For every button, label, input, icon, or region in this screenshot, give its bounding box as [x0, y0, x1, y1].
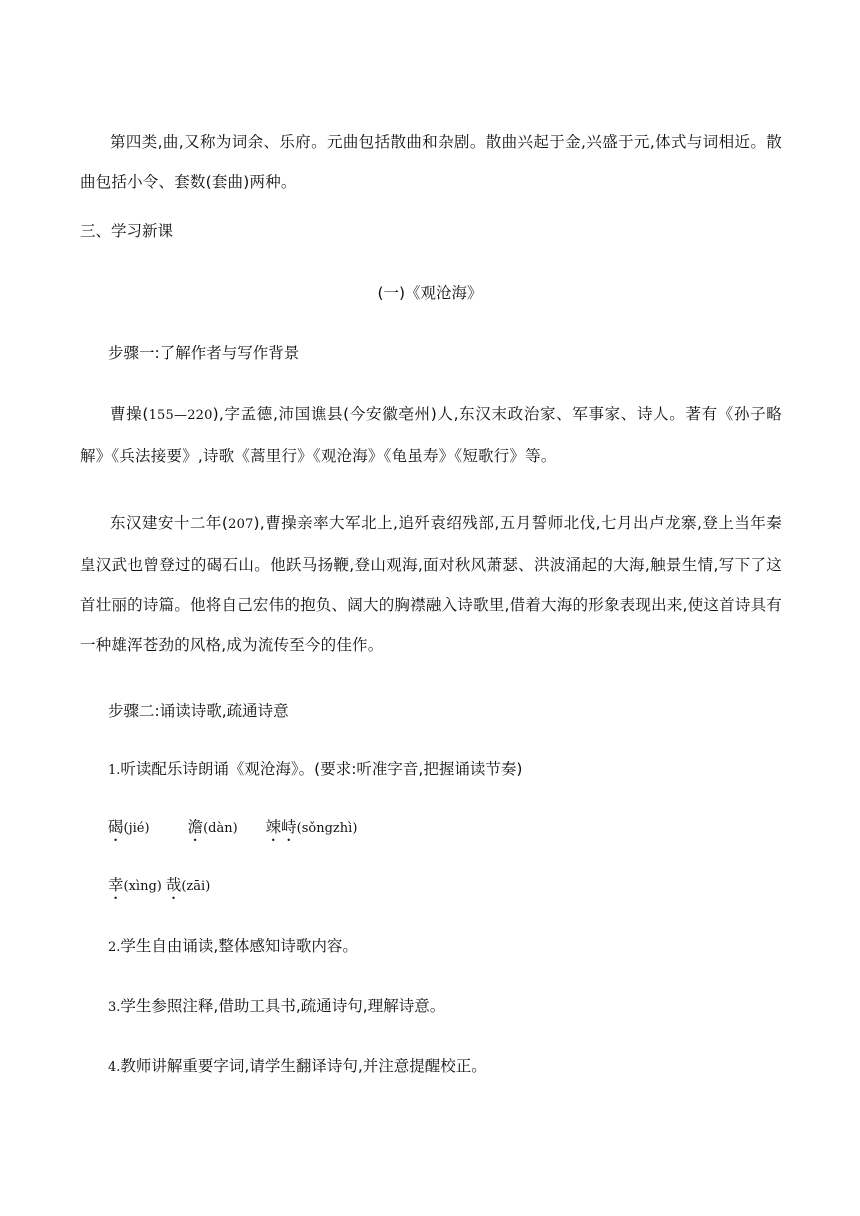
pinyin: (jié): [123, 821, 150, 836]
dotted-character: 竦峙: [265, 818, 297, 836]
item-text: 学生参照注释,借助工具书,疏通诗句,理解诗意。: [120, 997, 446, 1015]
item-number: 1.: [108, 763, 121, 778]
dotted-character: 澹: [187, 818, 204, 836]
paragraph-qu: 第四类,曲,又称为词余、乐府。元曲包括散曲和杂剧。散曲兴起于金,兴盛于元,体式与词相近。散曲包括小令、套数(套曲)两种。: [80, 133, 782, 191]
item-text: 听读配乐诗朗诵《观沧海》。(要求:听准字音,把握诵读节奏): [120, 760, 523, 778]
lesson-title: (一)《观沧海》: [377, 284, 483, 302]
pronunciation-row-2: [108, 869, 808, 903]
background-year: 207: [228, 517, 254, 532]
item-text: 教师讲解重要字词,请学生翻译诗句,并注意提醒校正。: [120, 1057, 487, 1075]
background-text-1: 东汉建安十二年(: [110, 514, 229, 532]
pinyin: (zāi): [181, 879, 211, 894]
author-years: 155—220: [148, 408, 213, 423]
list-item: [108, 930, 808, 964]
list-item: [108, 1050, 808, 1084]
background-text-2: ),曹操亲率大军北上,追歼袁绍残部,五月誓师北伐,七月出卢龙寨,登上当年秦皇汉武也曾登过的碣石山。他跃马扬鞭,登山观海,面对秋风萧瑟、洪波涌起的大海,触景生情,写下了这首壮丽的诗篇。他将自己宏伟的抱负、阔大的胸襟融入诗歌里,借着大海的形象表现出来,使这首诗具有一种雄浑苍劲的风格,成为流传至今的佳作。: [80, 514, 782, 654]
section-heading: 三、学习新课: [80, 222, 174, 240]
dotted-character: 幸: [108, 876, 124, 894]
author-intro-text-1: 曹操(: [110, 405, 149, 423]
list-item: [108, 753, 808, 787]
pinyin: (dàn): [203, 821, 238, 836]
background-paragraph: [80, 503, 782, 665]
dotted-character: 碣: [108, 818, 124, 836]
author-intro-text-2: ),字孟德,沛国谯县(今安徽亳州)人,东汉末政治家、军事家、诗人。著有《孙子略解》《兵法接要》,诗歌《蒿里行》《观沧海》《龟虽寿》《短歌行》等。: [80, 405, 782, 465]
pinyin: (xìng): [123, 879, 162, 894]
item-number: 2.: [108, 940, 121, 955]
item-number: 3.: [108, 1000, 121, 1015]
dotted-character: 哉: [165, 876, 182, 894]
list-item: [108, 990, 808, 1024]
step2-heading: 步骤二:诵读诗歌,疏通诗意: [108, 702, 289, 720]
pronunciation-row-1: [108, 811, 808, 845]
item-text: 学生自由诵读,整体感知诗歌内容。: [120, 937, 358, 955]
item-number: 4.: [108, 1060, 121, 1075]
author-intro-paragraph: [80, 394, 782, 476]
pinyin: (sǒngzhì): [296, 821, 358, 836]
step1-heading: 步骤一:了解作者与写作背景: [108, 344, 300, 362]
